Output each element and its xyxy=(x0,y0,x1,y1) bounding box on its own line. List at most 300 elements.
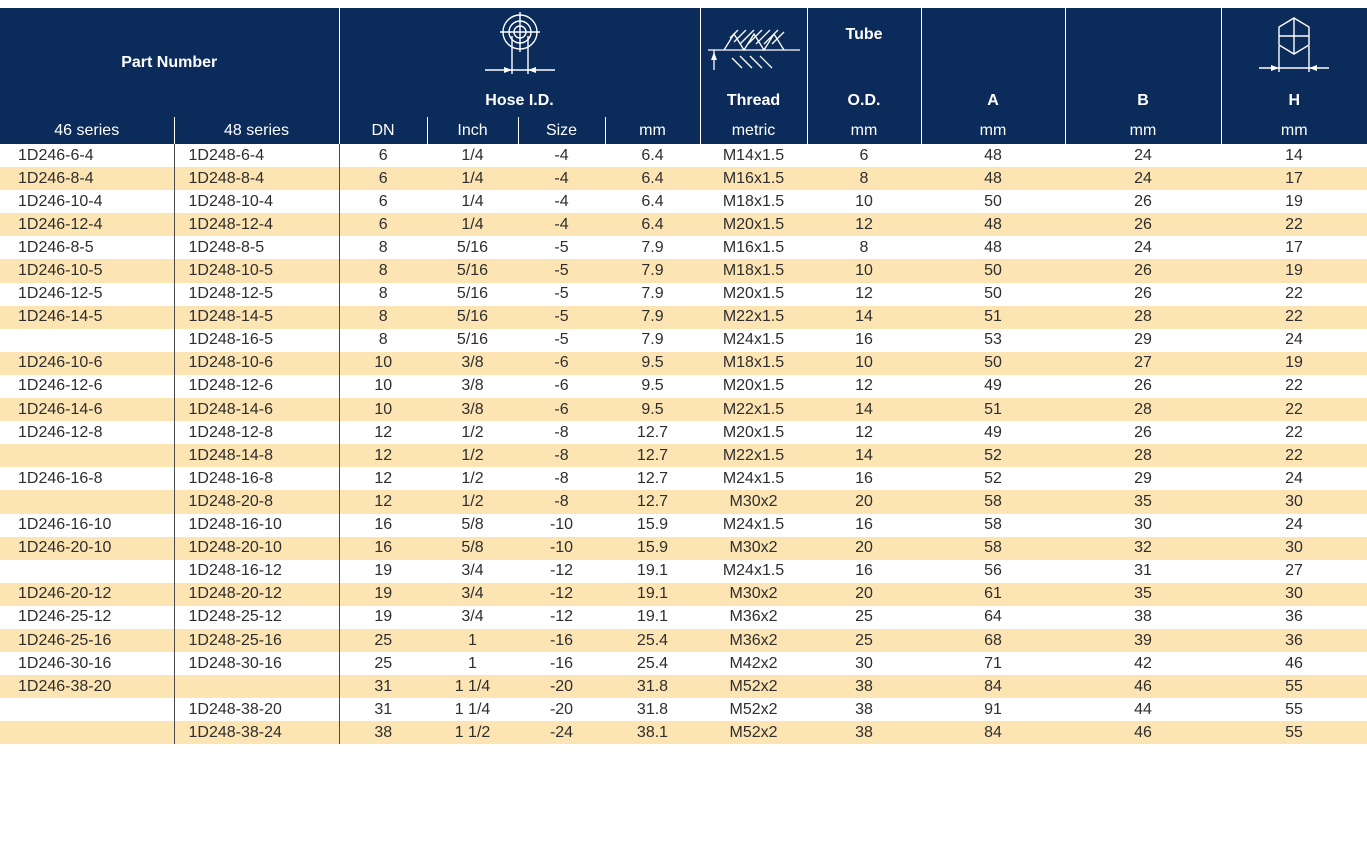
dn-cell: 31 xyxy=(339,698,427,721)
dim-b-cell: 28 xyxy=(1065,306,1221,329)
thread-metric-cell: M18x1.5 xyxy=(722,192,785,210)
dim-b-cell: 26 xyxy=(1134,377,1152,395)
dn-cell: 8 xyxy=(339,306,427,329)
b-header xyxy=(1065,84,1221,117)
dim-a-cell: 49 xyxy=(984,423,1002,441)
a-header-top xyxy=(921,8,1065,84)
mm-cell: 6.4 xyxy=(605,213,700,236)
dim-h-cell: 36 xyxy=(1285,608,1303,626)
table-row xyxy=(0,490,1367,513)
mm-cell: 19.1 xyxy=(636,562,669,580)
thread-metric-cell: M22x1.5 xyxy=(700,444,807,467)
table-row xyxy=(0,144,1367,167)
col-tube-mm-header: mm xyxy=(807,117,921,144)
part-46-series-cell xyxy=(0,444,174,467)
part-46-series-cell: 1D246-16-8 xyxy=(18,469,103,487)
dim-h-cell: 30 xyxy=(1221,537,1367,560)
dim-a-cell: 84 xyxy=(921,675,1065,698)
tube-od-cell: 6 xyxy=(859,146,869,164)
part-48-series-cell: 1D248-16-12 xyxy=(174,560,339,583)
table-row xyxy=(0,352,1367,375)
dn-cell: 8 xyxy=(339,236,427,259)
dim-b-cell: 26 xyxy=(1134,285,1152,303)
table-row xyxy=(0,190,1367,213)
b-header-top xyxy=(1065,8,1221,84)
thread-metric-cell: M22x1.5 xyxy=(700,306,807,329)
dim-a-cell: 51 xyxy=(921,398,1065,421)
hose-id-icon-cell xyxy=(339,8,700,84)
dim-b-cell: 29 xyxy=(1134,331,1152,349)
size-cell: -8 xyxy=(554,423,569,441)
mm-cell: 15.9 xyxy=(605,537,700,560)
fitting-spec-table xyxy=(0,8,1367,744)
part-46-series-cell xyxy=(0,721,174,744)
dn-cell: 8 xyxy=(339,259,427,282)
dim-h-cell: 22 xyxy=(1285,377,1303,395)
dn-cell: 6 xyxy=(339,144,427,167)
dn-cell: 19 xyxy=(339,583,427,606)
table-row xyxy=(0,444,1367,467)
size-cell: -10 xyxy=(518,537,605,560)
part-number-label: Part Number xyxy=(121,53,218,71)
dim-a-cell: 50 xyxy=(984,192,1002,210)
part-46-series-cell xyxy=(0,329,174,352)
mm-cell: 12.7 xyxy=(605,444,700,467)
part-48-series-cell: 1D248-12-8 xyxy=(174,421,339,444)
part-46-series-cell: 1D246-12-5 xyxy=(18,285,103,303)
part-48-series-cell xyxy=(174,675,339,698)
part-48-series-cell: 1D248-30-16 xyxy=(174,652,339,675)
thread-icon-cell xyxy=(700,8,807,84)
dim-h-cell: 17 xyxy=(1285,238,1303,256)
part-46-series-cell: 1D246-14-5 xyxy=(0,306,174,329)
tube-od-cell: 14 xyxy=(807,398,921,421)
inch-cell: 1/4 xyxy=(461,192,484,210)
thread-metric-cell: M24x1.5 xyxy=(722,516,785,534)
dim-h-cell: 24 xyxy=(1285,469,1303,487)
tube-od-cell: 30 xyxy=(855,654,873,672)
dim-b-cell: 35 xyxy=(1065,490,1221,513)
tube-od-cell: 16 xyxy=(855,516,873,534)
dim-b-cell: 24 xyxy=(1134,238,1152,256)
thread-header xyxy=(700,84,807,117)
hose-bore-icon xyxy=(475,12,565,76)
part-46-series-cell: 1D246-12-8 xyxy=(18,423,103,441)
part-46-series-cell: 1D246-6-4 xyxy=(18,146,94,164)
hose-id-label: Hose I.D. xyxy=(485,91,554,109)
part-48-series-cell: 1D248-14-8 xyxy=(174,444,339,467)
inch-cell: 5/16 xyxy=(427,306,518,329)
mm-cell: 12.7 xyxy=(605,490,700,513)
inch-cell: 5/8 xyxy=(427,537,518,560)
part-48-series-cell: 1D248-16-8 xyxy=(174,467,339,490)
inch-cell: 1/4 xyxy=(427,213,518,236)
mm-cell: 25.4 xyxy=(636,654,669,672)
mm-cell: 7.9 xyxy=(641,285,664,303)
part-48-series-cell: 1D248-25-16 xyxy=(174,629,339,652)
mm-cell: 31.8 xyxy=(636,700,669,718)
thread-metric-cell: M20x1.5 xyxy=(700,213,807,236)
inch-cell: 5/16 xyxy=(456,238,489,256)
h-header xyxy=(1221,84,1367,117)
dn-cell: 25 xyxy=(339,652,427,675)
dim-b-cell: 46 xyxy=(1065,675,1221,698)
dim-h-cell: 30 xyxy=(1221,490,1367,513)
col-mm-header: mm xyxy=(605,117,700,144)
col-dn-header: DN xyxy=(339,117,427,144)
dim-a-cell: 50 xyxy=(984,285,1002,303)
inch-cell: 1 xyxy=(468,654,477,672)
table-row xyxy=(0,606,1367,629)
size-cell: -16 xyxy=(549,654,574,672)
size-cell: -12 xyxy=(549,608,574,626)
inch-cell: 3/4 xyxy=(427,583,518,606)
mm-cell: 38.1 xyxy=(605,721,700,744)
part-46-series-cell: 1D246-8-4 xyxy=(0,167,174,190)
size-cell: -4 xyxy=(554,146,569,164)
inch-cell: 1/4 xyxy=(461,146,484,164)
dim-a-cell: 48 xyxy=(921,167,1065,190)
col-48-series-header: 48 series xyxy=(174,117,339,144)
thread-metric-cell: M30x2 xyxy=(700,583,807,606)
mm-cell: 19.1 xyxy=(636,608,669,626)
h-label: H xyxy=(1288,91,1301,109)
tube-od-cell: 14 xyxy=(807,306,921,329)
dim-h-cell: 22 xyxy=(1221,213,1367,236)
thread-metric-cell: M18x1.5 xyxy=(700,259,807,282)
inch-cell: 1/2 xyxy=(461,423,484,441)
mm-cell: 19.1 xyxy=(605,583,700,606)
part-48-series-cell: 1D248-38-20 xyxy=(174,698,339,721)
dim-a-cell: 56 xyxy=(984,562,1002,580)
dim-b-cell: 32 xyxy=(1065,537,1221,560)
dim-h-cell: 22 xyxy=(1221,444,1367,467)
table-row xyxy=(0,167,1367,190)
table-row xyxy=(0,329,1367,352)
tube-od-header xyxy=(807,84,921,117)
dim-b-cell: 39 xyxy=(1065,629,1221,652)
size-cell: -5 xyxy=(518,306,605,329)
dim-h-cell: 55 xyxy=(1285,700,1303,718)
dim-h-cell: 19 xyxy=(1285,192,1303,210)
thread-metric-cell: M16x1.5 xyxy=(700,167,807,190)
dim-a-cell: 51 xyxy=(921,306,1065,329)
dim-a-cell: 68 xyxy=(921,629,1065,652)
dim-b-cell: 26 xyxy=(1134,423,1152,441)
thread-metric-cell: M16x1.5 xyxy=(722,238,785,256)
units-header-row xyxy=(0,117,1367,144)
tube-od-cell: 10 xyxy=(807,352,921,375)
dim-a-cell: 48 xyxy=(984,238,1002,256)
tube-od-cell: 8 xyxy=(807,167,921,190)
inch-cell: 1/4 xyxy=(427,167,518,190)
size-cell: -8 xyxy=(518,490,605,513)
thread-metric-cell: M42x2 xyxy=(729,654,778,672)
dim-b-cell: 30 xyxy=(1134,516,1152,534)
tube-od-cell: 10 xyxy=(855,192,873,210)
dim-b-cell: 44 xyxy=(1134,700,1152,718)
tube-od-cell: 20 xyxy=(807,537,921,560)
table-row xyxy=(0,467,1367,490)
thread-metric-cell: M20x1.5 xyxy=(722,377,785,395)
part-46-series-cell: 1D246-20-10 xyxy=(0,537,174,560)
size-cell: -24 xyxy=(518,721,605,744)
dim-b-cell: 27 xyxy=(1065,352,1221,375)
size-cell: -5 xyxy=(554,238,569,256)
mm-cell: 6.4 xyxy=(641,146,664,164)
part-48-series-cell: 1D248-20-12 xyxy=(174,583,339,606)
mm-cell: 7.9 xyxy=(605,259,700,282)
table-row xyxy=(0,213,1367,236)
mm-cell: 25.4 xyxy=(605,629,700,652)
dim-a-cell: 48 xyxy=(921,213,1065,236)
thread-metric-cell: M24x1.5 xyxy=(722,331,785,349)
tube-od-cell: 38 xyxy=(807,675,921,698)
dim-a-cell: 53 xyxy=(984,331,1002,349)
dn-cell: 10 xyxy=(339,398,427,421)
mm-cell: 15.9 xyxy=(636,516,669,534)
size-cell: -8 xyxy=(554,469,569,487)
inch-cell: 3/8 xyxy=(427,398,518,421)
part-48-series-cell: 1D248-14-5 xyxy=(174,306,339,329)
dim-h-cell: 14 xyxy=(1285,146,1303,164)
dim-h-cell: 19 xyxy=(1221,259,1367,282)
table-row xyxy=(0,560,1367,583)
inch-cell: 5/8 xyxy=(461,516,484,534)
part-48-series-cell: 1D248-6-4 xyxy=(174,144,339,167)
dn-cell: 12 xyxy=(339,421,427,444)
part-46-series-cell: 1D246-10-6 xyxy=(0,352,174,375)
inch-cell: 3/8 xyxy=(427,352,518,375)
tube-od-cell: 38 xyxy=(807,721,921,744)
dim-h-cell: 22 xyxy=(1221,306,1367,329)
mm-cell: 7.9 xyxy=(641,238,664,256)
dn-cell: 8 xyxy=(339,283,427,306)
mm-cell: 12.7 xyxy=(636,469,669,487)
dim-a-cell: 91 xyxy=(984,700,1002,718)
part-46-series-cell: 1D246-20-12 xyxy=(0,583,174,606)
part-46-series-cell xyxy=(0,698,174,721)
dn-cell: 10 xyxy=(339,352,427,375)
dim-b-cell: 29 xyxy=(1134,469,1152,487)
thread-metric-cell: M52x2 xyxy=(729,700,778,718)
inch-cell: 5/16 xyxy=(427,259,518,282)
size-cell: -20 xyxy=(549,700,574,718)
col-size-header: Size xyxy=(518,117,605,144)
dn-cell: 19 xyxy=(339,606,427,629)
thread-metric-cell: M52x2 xyxy=(700,675,807,698)
thread-metric-cell: M20x1.5 xyxy=(722,285,785,303)
dim-h-cell: 19 xyxy=(1221,352,1367,375)
col-h-mm-header: mm xyxy=(1221,117,1367,144)
thread-label: Thread xyxy=(726,91,781,109)
tube-od-cell: 20 xyxy=(807,583,921,606)
tube-od-cell: 20 xyxy=(807,490,921,513)
inch-cell: 5/16 xyxy=(456,331,489,349)
dn-cell: 38 xyxy=(339,721,427,744)
dim-a-cell: 84 xyxy=(921,721,1065,744)
dim-b-cell: 42 xyxy=(1134,654,1152,672)
hex-nut-icon xyxy=(1249,16,1339,76)
thread-metric-cell: M52x2 xyxy=(700,721,807,744)
table-row xyxy=(0,652,1367,675)
part-46-series-cell: 1D246-30-16 xyxy=(18,654,112,672)
col-inch-header: Inch xyxy=(427,117,518,144)
dim-h-cell: 36 xyxy=(1221,629,1367,652)
size-cell: -4 xyxy=(518,213,605,236)
table-row xyxy=(0,583,1367,606)
part-46-series-cell xyxy=(0,490,174,513)
thread-metric-cell: M14x1.5 xyxy=(722,146,785,164)
inch-cell: 1/2 xyxy=(461,469,484,487)
spec-table-body xyxy=(0,144,1367,744)
dim-a-cell: 58 xyxy=(921,490,1065,513)
dn-cell: 6 xyxy=(339,190,427,213)
tube-label: Tube xyxy=(845,26,883,43)
dn-cell: 19 xyxy=(339,560,427,583)
part-48-series-cell: 1D248-10-5 xyxy=(174,259,339,282)
inch-cell: 1 xyxy=(427,629,518,652)
dim-b-cell: 24 xyxy=(1134,146,1152,164)
part-number-header xyxy=(0,8,339,117)
tube-od-cell: 14 xyxy=(807,444,921,467)
col-46-series-header: 46 series xyxy=(0,117,174,144)
part-46-series-cell: 1D246-10-5 xyxy=(0,259,174,282)
tube-od-cell: 12 xyxy=(855,377,873,395)
table-row xyxy=(0,721,1367,744)
part-48-series-cell: 1D248-20-8 xyxy=(174,490,339,513)
dim-h-cell: 17 xyxy=(1221,167,1367,190)
tube-od-cell: 16 xyxy=(855,469,873,487)
part-46-series-cell: 1D246-38-20 xyxy=(0,675,174,698)
tube-od-cell: 12 xyxy=(855,423,873,441)
dn-cell: 12 xyxy=(339,444,427,467)
table-row xyxy=(0,283,1367,306)
dim-b-cell: 31 xyxy=(1134,562,1152,580)
dim-h-cell: 22 xyxy=(1285,285,1303,303)
dn-cell: 6 xyxy=(339,213,427,236)
a-header xyxy=(921,84,1065,117)
dim-h-cell: 30 xyxy=(1221,583,1367,606)
a-label: A xyxy=(987,91,999,109)
inch-cell: 3/4 xyxy=(461,608,484,626)
tube-od-cell: 38 xyxy=(855,700,873,718)
dn-cell: 6 xyxy=(339,167,427,190)
part-48-series-cell: 1D248-8-5 xyxy=(174,236,339,259)
part-48-series-cell: 1D248-10-6 xyxy=(174,352,339,375)
dim-b-cell: 24 xyxy=(1065,167,1221,190)
h-icon-cell xyxy=(1221,8,1367,84)
dn-cell: 31 xyxy=(339,675,427,698)
tube-od-cell: 12 xyxy=(855,285,873,303)
part-48-series-cell: 1D248-38-24 xyxy=(174,721,339,744)
part-46-series-cell: 1D246-10-4 xyxy=(18,192,103,210)
thread-metric-cell: M24x1.5 xyxy=(722,562,785,580)
mm-cell: 7.9 xyxy=(605,306,700,329)
dim-h-cell: 22 xyxy=(1285,423,1303,441)
size-cell: -6 xyxy=(518,352,605,375)
inch-cell: 1/2 xyxy=(427,444,518,467)
table-row xyxy=(0,421,1367,444)
size-cell: -4 xyxy=(554,192,569,210)
dim-h-cell: 55 xyxy=(1221,721,1367,744)
dim-a-cell: 58 xyxy=(921,537,1065,560)
size-cell: -16 xyxy=(518,629,605,652)
dim-a-cell: 71 xyxy=(984,654,1002,672)
part-46-series-cell: 1D246-12-6 xyxy=(18,377,103,395)
dim-h-cell: 55 xyxy=(1221,675,1367,698)
part-46-series-cell: 1D246-16-10 xyxy=(18,516,112,534)
table-row xyxy=(0,698,1367,721)
dim-a-cell: 50 xyxy=(921,352,1065,375)
col-metric-header: metric xyxy=(700,117,807,144)
tube-od-cell: 16 xyxy=(855,562,873,580)
inch-cell: 3/4 xyxy=(461,562,484,580)
table-row xyxy=(0,398,1367,421)
part-48-series-cell: 1D248-16-10 xyxy=(174,514,339,537)
part-46-series-cell: 1D246-12-4 xyxy=(0,213,174,236)
size-cell: -8 xyxy=(518,444,605,467)
size-cell: -10 xyxy=(549,516,574,534)
size-cell: -12 xyxy=(549,562,574,580)
dim-b-cell: 26 xyxy=(1134,192,1152,210)
thread-profile-icon xyxy=(704,26,804,76)
dim-a-cell: 50 xyxy=(921,259,1065,282)
dim-a-cell: 48 xyxy=(984,146,1002,164)
mm-cell: 7.9 xyxy=(641,331,664,349)
table-row xyxy=(0,236,1367,259)
part-48-series-cell: 1D248-14-6 xyxy=(174,398,339,421)
part-48-series-cell: 1D248-16-5 xyxy=(174,329,339,352)
part-46-series-cell: 1D246-25-12 xyxy=(18,608,112,626)
table-row xyxy=(0,675,1367,698)
part-48-series-cell: 1D248-20-10 xyxy=(174,537,339,560)
part-48-series-cell: 1D248-25-12 xyxy=(174,606,339,629)
part-46-series-cell: 1D246-14-6 xyxy=(0,398,174,421)
inch-cell: 1 1/4 xyxy=(427,675,518,698)
part-46-series-cell: 1D246-25-16 xyxy=(0,629,174,652)
table-row xyxy=(0,306,1367,329)
thread-metric-cell: M18x1.5 xyxy=(700,352,807,375)
part-48-series-cell: 1D248-10-4 xyxy=(174,190,339,213)
inch-cell: 1/2 xyxy=(427,490,518,513)
b-label: B xyxy=(1137,91,1149,109)
part-46-series-cell: 1D246-8-5 xyxy=(18,238,94,256)
size-cell: -5 xyxy=(518,259,605,282)
thread-metric-cell: M24x1.5 xyxy=(722,469,785,487)
thread-metric-cell: M30x2 xyxy=(700,490,807,513)
col-a-mm-header: mm xyxy=(921,117,1065,144)
mm-cell: 12.7 xyxy=(636,423,669,441)
dim-b-cell: 26 xyxy=(1065,213,1221,236)
mm-cell: 31.8 xyxy=(605,675,700,698)
size-cell: -12 xyxy=(518,583,605,606)
tube-od-cell: 25 xyxy=(855,608,873,626)
thread-metric-cell: M22x1.5 xyxy=(700,398,807,421)
table-row xyxy=(0,514,1367,537)
dim-b-cell: 28 xyxy=(1065,444,1221,467)
dim-h-cell: 46 xyxy=(1285,654,1303,672)
dim-a-cell: 61 xyxy=(921,583,1065,606)
table-row xyxy=(0,537,1367,560)
part-48-series-cell: 1D248-12-6 xyxy=(174,375,339,398)
thread-metric-cell: M30x2 xyxy=(700,537,807,560)
inch-cell: 5/16 xyxy=(456,285,489,303)
thread-metric-cell: M20x1.5 xyxy=(722,423,785,441)
table-row xyxy=(0,629,1367,652)
tube-od-cell: 10 xyxy=(807,259,921,282)
size-cell: -6 xyxy=(554,377,569,395)
